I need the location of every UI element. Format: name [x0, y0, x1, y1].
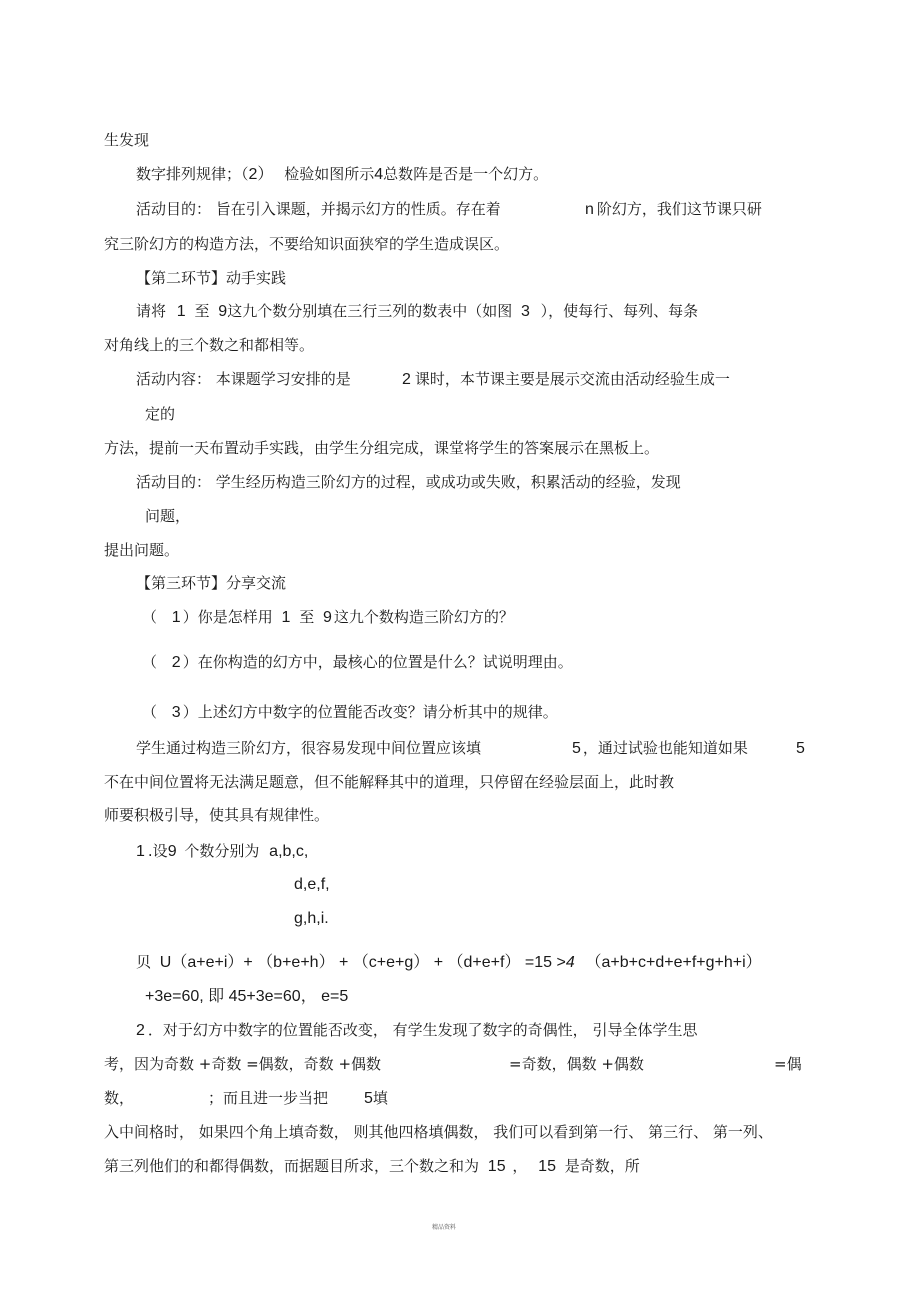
- text-line: 师要积极引导，使其具有规律性。: [104, 806, 330, 824]
- text-line: 5: [796, 740, 805, 757]
- text-line: =奇数，偶数 +偶数: [509, 1055, 644, 1073]
- text-line: 第三列他们的和都得偶数，而据题目所求，三个数之和为 15 ， 15 是奇数，所: [104, 1157, 640, 1175]
- text-line: 不在中间位置将无法满足题意，但不能解释其中的道理，只停留在经验层面上，此时教: [104, 773, 675, 791]
- section-heading: 【第三环节】分享交流: [136, 574, 287, 592]
- text-line: 数字排列规律；（2） 检验如图所示4总数阵是否是一个幻方。: [136, 165, 549, 183]
- section-heading: 【第二环节】动手实践: [136, 269, 287, 287]
- text-line: 方法，提前一天布置动手实践，由学生分组完成，课堂将学生的答案展示在黑板上。: [104, 439, 660, 457]
- text-line: 活动目的： 学生经历构造三阶幻方的过程，或成功或失败，积累活动的经验，发现: [136, 473, 681, 491]
- text-line: 数，: [104, 1089, 135, 1107]
- text-line: 定的: [145, 405, 176, 423]
- text-line: 活动目的： 旨在引入课题，并揭示幻方的性质。存在着: [136, 200, 501, 218]
- text-line: 活动内容： 本课题学习安排的是: [136, 370, 351, 388]
- text-line: 提出问题。: [104, 541, 180, 559]
- text-line: 究三阶幻方的构造方法，不要给知识面狭窄的学生造成误区。: [104, 235, 510, 253]
- text-line: 2 课时，本节课主要是展示交流由活动经验生成一: [402, 370, 730, 388]
- text-line: 考，因为奇数 +奇数 =偶数，奇数 +偶数: [104, 1055, 382, 1073]
- text-line: =偶: [774, 1055, 802, 1073]
- text-line: 问题，: [145, 507, 191, 525]
- text-line: ；而且进一步当把: [208, 1089, 329, 1107]
- question-2: （ 2 ）在你构造的幻方中，最核心的位置是什么？试说明理由。: [142, 653, 573, 671]
- page-footer: 精品资料: [432, 1224, 457, 1231]
- variable-row: d,e,f,: [294, 876, 330, 893]
- text-line: 5 ，通过试验也能知道如果: [572, 739, 748, 757]
- text-line: 对角线上的三个数之和都相等。: [104, 336, 315, 354]
- text-line: 生发现: [104, 131, 150, 149]
- text-line: 5填: [364, 1089, 388, 1107]
- text-line: 1 .设9 个数分别为 a,b,c,: [136, 842, 309, 860]
- equation-line: +3e=60, 即 45+3e=60， e=5: [145, 988, 349, 1005]
- text-line: n 阶幻方，我们这节课只研: [585, 200, 762, 218]
- text-line: 请将 1 至 9这九个数分别填在三行三列的数表中（如图 3 ），使每行、每列、每条: [136, 302, 699, 320]
- question-1: （ 1 ）你是怎样用 1 至 9 这九个数构造三阶幻方的？: [142, 608, 514, 626]
- equation-line: 贝 U（a+e+i）+ （b+e+h） + （c+e+g） + （d+e+f） =15 >4 （a+b+c+d+e+f+g+h+i）: [136, 953, 762, 971]
- text-line: 学生通过构造三阶幻方，很容易发现中间位置应该填: [136, 739, 482, 757]
- text-line: 2 ．对于幻方中数字的位置能否改变， 有学生发现了数字的奇偶性， 引导全体学生思: [136, 1021, 698, 1039]
- question-3: （ 3 ）上述幻方中数字的位置能否改变？请分析其中的规律。: [142, 703, 558, 721]
- variable-row: g,h,i.: [294, 910, 329, 927]
- text-line: 入中间格时， 如果四个角上填奇数， 则其他四格填偶数， 我们可以看到第一行、 第三行、 第一列、: [104, 1123, 773, 1141]
